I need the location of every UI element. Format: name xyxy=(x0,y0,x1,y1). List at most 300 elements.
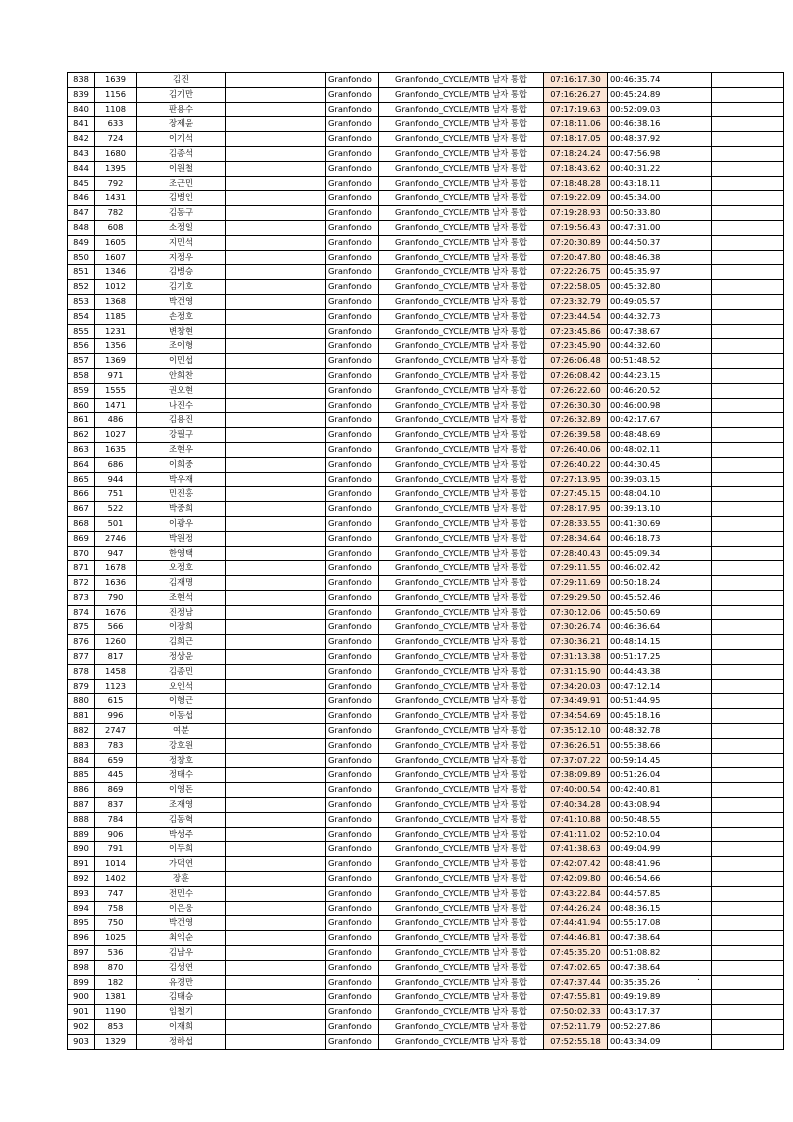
rank-cell: 868 xyxy=(68,516,95,531)
team-cell xyxy=(226,280,326,295)
team-cell xyxy=(226,886,326,901)
rank-cell: 882 xyxy=(68,724,95,739)
extra-cell xyxy=(712,442,784,457)
finish-time-cell: 07:26:06.48 xyxy=(544,354,608,369)
name-cell: 진정남 xyxy=(137,605,226,620)
rank-cell: 885 xyxy=(68,768,95,783)
bib-cell: 1636 xyxy=(95,576,137,591)
team-cell xyxy=(226,1005,326,1020)
bib-cell: 782 xyxy=(95,206,137,221)
bib-cell: 1471 xyxy=(95,398,137,413)
name-cell: 박우재 xyxy=(137,472,226,487)
finish-time-cell: 07:45:35.20 xyxy=(544,946,608,961)
extra-cell xyxy=(712,872,784,887)
finish-time-cell: 07:22:26.75 xyxy=(544,265,608,280)
team-cell xyxy=(226,561,326,576)
table-row xyxy=(68,309,784,324)
rank-cell: 874 xyxy=(68,605,95,620)
team-cell xyxy=(226,516,326,531)
extra-cell xyxy=(712,857,784,872)
extra-cell xyxy=(712,146,784,161)
record-time-cell: 00:52:27.86 xyxy=(608,1020,712,1035)
name-cell: 김희근 xyxy=(137,635,226,650)
finish-time-cell: 07:18:43.62 xyxy=(544,161,608,176)
extra-cell xyxy=(712,812,784,827)
rank-cell: 889 xyxy=(68,827,95,842)
extra-cell xyxy=(712,724,784,739)
finish-time-cell: 07:42:07.42 xyxy=(544,857,608,872)
extra-cell xyxy=(712,709,784,724)
course-cell: Granfondo xyxy=(326,664,379,679)
table-row xyxy=(68,605,784,620)
course-cell: Granfondo xyxy=(326,960,379,975)
team-cell xyxy=(226,590,326,605)
category-cell: Granfondo_CYCLE/MTB 남자 통합 xyxy=(379,990,544,1005)
course-cell: Granfondo xyxy=(326,383,379,398)
category-cell: Granfondo_CYCLE/MTB 남자 통합 xyxy=(379,73,544,88)
category-cell: Granfondo_CYCLE/MTB 남자 통합 xyxy=(379,783,544,798)
team-cell xyxy=(226,472,326,487)
category-cell: Granfondo_CYCLE/MTB 남자 통합 xyxy=(379,1020,544,1035)
record-time-cell: 00:49:05.57 xyxy=(608,294,712,309)
record-time-cell: 00:47:38.64 xyxy=(608,960,712,975)
team-cell xyxy=(226,738,326,753)
team-cell xyxy=(226,531,326,546)
bib-cell: 783 xyxy=(95,738,137,753)
team-cell xyxy=(226,709,326,724)
rank-cell: 852 xyxy=(68,280,95,295)
extra-cell xyxy=(712,1005,784,1020)
course-cell: Granfondo xyxy=(326,398,379,413)
category-cell: Granfondo_CYCLE/MTB 남자 통합 xyxy=(379,309,544,324)
rank-cell: 870 xyxy=(68,546,95,561)
finish-time-cell: 07:28:17.95 xyxy=(544,502,608,517)
finish-time-cell: 07:41:11.02 xyxy=(544,827,608,842)
course-cell: Granfondo xyxy=(326,280,379,295)
rank-cell: 896 xyxy=(68,931,95,946)
course-cell: Granfondo xyxy=(326,87,379,102)
course-cell: Granfondo xyxy=(326,635,379,650)
table-row xyxy=(68,250,784,265)
table-row xyxy=(68,487,784,502)
rank-cell: 894 xyxy=(68,901,95,916)
table-row xyxy=(68,724,784,739)
finish-time-cell: 07:19:56.43 xyxy=(544,220,608,235)
rank-cell: 876 xyxy=(68,635,95,650)
course-cell: Granfondo xyxy=(326,472,379,487)
name-cell: 한영택 xyxy=(137,546,226,561)
record-time-cell: 00:47:12.14 xyxy=(608,679,712,694)
course-cell: Granfondo xyxy=(326,990,379,1005)
extra-cell xyxy=(712,413,784,428)
table-row xyxy=(68,428,784,443)
table-row xyxy=(68,916,784,931)
table-row xyxy=(68,324,784,339)
bib-cell: 1025 xyxy=(95,931,137,946)
record-time-cell: 00:47:56.98 xyxy=(608,146,712,161)
rank-cell: 867 xyxy=(68,502,95,517)
bib-cell: 1190 xyxy=(95,1005,137,1020)
extra-cell xyxy=(712,102,784,117)
bib-cell: 445 xyxy=(95,768,137,783)
table-row xyxy=(68,146,784,161)
finish-time-cell: 07:27:13.95 xyxy=(544,472,608,487)
finish-time-cell: 07:52:55.18 xyxy=(544,1034,608,1049)
record-time-cell: 00:46:00.98 xyxy=(608,398,712,413)
rank-cell: 871 xyxy=(68,561,95,576)
finish-time-cell: 07:30:12.06 xyxy=(544,605,608,620)
team-cell xyxy=(226,872,326,887)
finish-time-cell: 07:50:02.33 xyxy=(544,1005,608,1020)
name-cell: 최익순 xyxy=(137,931,226,946)
rank-cell: 893 xyxy=(68,886,95,901)
team-cell xyxy=(226,102,326,117)
bib-cell: 659 xyxy=(95,753,137,768)
record-time-cell: 00:46:38.16 xyxy=(608,117,712,132)
team-cell xyxy=(226,339,326,354)
rank-cell: 895 xyxy=(68,916,95,931)
extra-cell xyxy=(712,842,784,857)
rank-cell: 845 xyxy=(68,176,95,191)
table-row xyxy=(68,531,784,546)
record-time-cell: 00:48:02.11 xyxy=(608,442,712,457)
name-cell: 이민섭 xyxy=(137,354,226,369)
record-time-cell: 00:48:46.38 xyxy=(608,250,712,265)
category-cell: Granfondo_CYCLE/MTB 남자 통합 xyxy=(379,798,544,813)
rank-cell: 856 xyxy=(68,339,95,354)
category-cell: Granfondo_CYCLE/MTB 남자 통합 xyxy=(379,901,544,916)
table-row xyxy=(68,901,784,916)
category-cell: Granfondo_CYCLE/MTB 남자 통합 xyxy=(379,398,544,413)
course-cell: Granfondo xyxy=(326,324,379,339)
record-time-cell: 00:49:04.99 xyxy=(608,842,712,857)
table-row xyxy=(68,931,784,946)
name-cell: 조근민 xyxy=(137,176,226,191)
extra-cell xyxy=(712,738,784,753)
course-cell: Granfondo xyxy=(326,220,379,235)
name-cell: 강필구 xyxy=(137,428,226,443)
course-cell: Granfondo xyxy=(326,590,379,605)
bib-cell: 1458 xyxy=(95,664,137,679)
bib-cell: 1676 xyxy=(95,605,137,620)
category-cell: Granfondo_CYCLE/MTB 남자 통합 xyxy=(379,457,544,472)
table-row xyxy=(68,768,784,783)
finish-time-cell: 07:26:39.58 xyxy=(544,428,608,443)
category-cell: Granfondo_CYCLE/MTB 남자 통합 xyxy=(379,886,544,901)
rank-cell: 891 xyxy=(68,857,95,872)
finish-time-cell: 07:18:17.05 xyxy=(544,132,608,147)
category-cell: Granfondo_CYCLE/MTB 남자 통합 xyxy=(379,339,544,354)
team-cell xyxy=(226,975,326,990)
course-cell: Granfondo xyxy=(326,132,379,147)
course-cell: Granfondo xyxy=(326,265,379,280)
extra-cell xyxy=(712,531,784,546)
name-cell: 오인석 xyxy=(137,679,226,694)
category-cell: Granfondo_CYCLE/MTB 남자 통합 xyxy=(379,294,544,309)
category-cell: Granfondo_CYCLE/MTB 남자 통합 xyxy=(379,531,544,546)
extra-cell xyxy=(712,191,784,206)
finish-time-cell: 07:47:37.44 xyxy=(544,975,608,990)
rank-cell: 887 xyxy=(68,798,95,813)
results-table xyxy=(67,72,784,1050)
finish-time-cell: 07:26:30.30 xyxy=(544,398,608,413)
table-row xyxy=(68,990,784,1005)
finish-time-cell: 07:47:02.65 xyxy=(544,960,608,975)
team-cell xyxy=(226,946,326,961)
name-cell: 이동섭 xyxy=(137,709,226,724)
name-cell: 유경만 xyxy=(137,975,226,990)
category-cell: Granfondo_CYCLE/MTB 남자 통합 xyxy=(379,738,544,753)
team-cell xyxy=(226,576,326,591)
team-cell xyxy=(226,798,326,813)
record-time-cell: 00:45:34.00 xyxy=(608,191,712,206)
finish-time-cell: 07:43:22.84 xyxy=(544,886,608,901)
course-cell: Granfondo xyxy=(326,191,379,206)
category-cell: Granfondo_CYCLE/MTB 남자 통합 xyxy=(379,191,544,206)
table-row xyxy=(68,561,784,576)
record-time-cell: 00:47:38.67 xyxy=(608,324,712,339)
category-cell: Granfondo_CYCLE/MTB 남자 통합 xyxy=(379,946,544,961)
extra-cell xyxy=(712,250,784,265)
course-cell: Granfondo xyxy=(326,354,379,369)
finish-time-cell: 07:18:48.28 xyxy=(544,176,608,191)
category-cell: Granfondo_CYCLE/MTB 남자 통합 xyxy=(379,872,544,887)
rank-cell: 900 xyxy=(68,990,95,1005)
finish-time-cell: 07:26:40.22 xyxy=(544,457,608,472)
name-cell: 이재희 xyxy=(137,1020,226,1035)
category-cell: Granfondo_CYCLE/MTB 남자 통합 xyxy=(379,87,544,102)
team-cell xyxy=(226,679,326,694)
rank-cell: 854 xyxy=(68,309,95,324)
extra-cell xyxy=(712,324,784,339)
category-cell: Granfondo_CYCLE/MTB 남자 통합 xyxy=(379,812,544,827)
rank-cell: 840 xyxy=(68,102,95,117)
bib-cell: 1356 xyxy=(95,339,137,354)
table-row xyxy=(68,383,784,398)
bib-cell: 1156 xyxy=(95,87,137,102)
course-cell: Granfondo xyxy=(326,339,379,354)
table-row xyxy=(68,516,784,531)
rank-cell: 888 xyxy=(68,812,95,827)
extra-cell xyxy=(712,368,784,383)
team-cell xyxy=(226,768,326,783)
finish-time-cell: 07:23:45.86 xyxy=(544,324,608,339)
finish-time-cell: 07:29:11.69 xyxy=(544,576,608,591)
rank-cell: 897 xyxy=(68,946,95,961)
record-time-cell: 00:44:32.60 xyxy=(608,339,712,354)
name-cell: 지정우 xyxy=(137,250,226,265)
bib-cell: 996 xyxy=(95,709,137,724)
extra-cell xyxy=(712,576,784,591)
category-cell: Granfondo_CYCLE/MTB 남자 통합 xyxy=(379,250,544,265)
table-row xyxy=(68,679,784,694)
record-time-cell: 00:45:32.80 xyxy=(608,280,712,295)
table-row xyxy=(68,87,784,102)
team-cell xyxy=(226,324,326,339)
bib-cell: 522 xyxy=(95,502,137,517)
record-time-cell: 00:55:17.08 xyxy=(608,916,712,931)
table-row xyxy=(68,946,784,961)
course-cell: Granfondo xyxy=(326,561,379,576)
record-time-cell: 00:47:38.64 xyxy=(608,931,712,946)
category-cell: Granfondo_CYCLE/MTB 남자 통합 xyxy=(379,694,544,709)
name-cell: 이형근 xyxy=(137,694,226,709)
rank-cell: 865 xyxy=(68,472,95,487)
category-cell: Granfondo_CYCLE/MTB 남자 통합 xyxy=(379,590,544,605)
category-cell: Granfondo_CYCLE/MTB 남자 통합 xyxy=(379,428,544,443)
team-cell xyxy=(226,502,326,517)
record-time-cell: 00:43:08.94 xyxy=(608,798,712,813)
table-row xyxy=(68,783,784,798)
course-cell: Granfondo xyxy=(326,783,379,798)
name-cell: 이영돈 xyxy=(137,783,226,798)
bib-cell: 853 xyxy=(95,1020,137,1035)
bib-cell: 792 xyxy=(95,176,137,191)
extra-cell xyxy=(712,975,784,990)
course-cell: Granfondo xyxy=(326,502,379,517)
table-row xyxy=(68,694,784,709)
name-cell: 오정호 xyxy=(137,561,226,576)
category-cell: Granfondo_CYCLE/MTB 남자 통합 xyxy=(379,206,544,221)
course-cell: Granfondo xyxy=(326,842,379,857)
bib-cell: 971 xyxy=(95,368,137,383)
table-row xyxy=(68,265,784,280)
team-cell xyxy=(226,664,326,679)
table-row xyxy=(68,546,784,561)
category-cell: Granfondo_CYCLE/MTB 남자 통합 xyxy=(379,176,544,191)
category-cell: Granfondo_CYCLE/MTB 남자 통합 xyxy=(379,931,544,946)
finish-time-cell: 07:34:54.69 xyxy=(544,709,608,724)
table-row xyxy=(68,132,784,147)
rank-cell: 892 xyxy=(68,872,95,887)
table-row xyxy=(68,235,784,250)
record-time-cell: 00:46:35.74 xyxy=(608,73,712,88)
team-cell xyxy=(226,413,326,428)
record-time-cell: 00:48:14.15 xyxy=(608,635,712,650)
extra-cell xyxy=(712,798,784,813)
name-cell: 안희찬 xyxy=(137,368,226,383)
table-row xyxy=(68,1034,784,1049)
record-time-cell: 00:51:08.82 xyxy=(608,946,712,961)
finish-time-cell: 07:17:19.63 xyxy=(544,102,608,117)
team-cell xyxy=(226,605,326,620)
finish-time-cell: 07:40:00.54 xyxy=(544,783,608,798)
extra-cell xyxy=(712,990,784,1005)
rank-cell: 847 xyxy=(68,206,95,221)
bib-cell: 1555 xyxy=(95,383,137,398)
table-row xyxy=(68,354,784,369)
category-cell: Granfondo_CYCLE/MTB 남자 통합 xyxy=(379,724,544,739)
name-cell: 정상운 xyxy=(137,650,226,665)
finish-time-cell: 07:23:44.54 xyxy=(544,309,608,324)
team-cell xyxy=(226,368,326,383)
name-cell: 나진수 xyxy=(137,398,226,413)
name-cell: 이은웅 xyxy=(137,901,226,916)
course-cell: Granfondo xyxy=(326,724,379,739)
rank-cell: 903 xyxy=(68,1034,95,1049)
bib-cell: 1402 xyxy=(95,872,137,887)
name-cell: 이희중 xyxy=(137,457,226,472)
extra-cell xyxy=(712,694,784,709)
bib-cell: 817 xyxy=(95,650,137,665)
course-cell: Granfondo xyxy=(326,250,379,265)
team-cell xyxy=(226,620,326,635)
table-row xyxy=(68,709,784,724)
rank-cell: 883 xyxy=(68,738,95,753)
table-row xyxy=(68,73,784,88)
finish-time-cell: 07:44:46.81 xyxy=(544,931,608,946)
category-cell: Granfondo_CYCLE/MTB 남자 통합 xyxy=(379,620,544,635)
bib-cell: 1605 xyxy=(95,235,137,250)
course-cell: Granfondo xyxy=(326,546,379,561)
name-cell: 이기석 xyxy=(137,132,226,147)
team-cell xyxy=(226,161,326,176)
extra-cell xyxy=(712,650,784,665)
bib-cell: 1369 xyxy=(95,354,137,369)
name-cell: 조재영 xyxy=(137,798,226,813)
bib-cell: 791 xyxy=(95,842,137,857)
bib-cell: 486 xyxy=(95,413,137,428)
name-cell: 이장희 xyxy=(137,620,226,635)
name-cell: 김기호 xyxy=(137,280,226,295)
bib-cell: 2746 xyxy=(95,531,137,546)
finish-time-cell: 07:34:20.03 xyxy=(544,679,608,694)
extra-cell xyxy=(712,235,784,250)
course-cell: Granfondo xyxy=(326,872,379,887)
table-row xyxy=(68,842,784,857)
name-cell: 여분 xyxy=(137,724,226,739)
finish-time-cell: 07:30:26.74 xyxy=(544,620,608,635)
category-cell: Granfondo_CYCLE/MTB 남자 통합 xyxy=(379,442,544,457)
table-row xyxy=(68,176,784,191)
rank-cell: 877 xyxy=(68,650,95,665)
record-time-cell: 00:45:09.34 xyxy=(608,546,712,561)
course-cell: Granfondo xyxy=(326,916,379,931)
extra-cell xyxy=(712,768,784,783)
table-row xyxy=(68,102,784,117)
course-cell: Granfondo xyxy=(326,73,379,88)
extra-cell xyxy=(712,161,784,176)
bib-cell: 566 xyxy=(95,620,137,635)
course-cell: Granfondo xyxy=(326,827,379,842)
finish-time-cell: 07:18:11.06 xyxy=(544,117,608,132)
record-time-cell: 00:46:54.66 xyxy=(608,872,712,887)
course-cell: Granfondo xyxy=(326,975,379,990)
course-cell: Granfondo xyxy=(326,857,379,872)
finish-time-cell: 07:22:58.05 xyxy=(544,280,608,295)
record-time-cell: 00:48:48.69 xyxy=(608,428,712,443)
category-cell: Granfondo_CYCLE/MTB 남자 통합 xyxy=(379,1034,544,1049)
finish-time-cell: 07:44:41.94 xyxy=(544,916,608,931)
team-cell xyxy=(226,635,326,650)
table-row xyxy=(68,738,784,753)
course-cell: Granfondo xyxy=(326,1005,379,1020)
course-cell: Granfondo xyxy=(326,946,379,961)
finish-time-cell: 07:26:40.06 xyxy=(544,442,608,457)
name-cell: 변창현 xyxy=(137,324,226,339)
finish-time-cell: 07:28:34.64 xyxy=(544,531,608,546)
record-time-cell: 00:45:52.46 xyxy=(608,590,712,605)
category-cell: Granfondo_CYCLE/MTB 남자 통합 xyxy=(379,1005,544,1020)
record-time-cell: 00:51:44.95 xyxy=(608,694,712,709)
rank-cell: 850 xyxy=(68,250,95,265)
bib-cell: 615 xyxy=(95,694,137,709)
category-cell: Granfondo_CYCLE/MTB 남자 통합 xyxy=(379,413,544,428)
record-time-cell: 00:44:30.45 xyxy=(608,457,712,472)
team-cell xyxy=(226,294,326,309)
name-cell: 장훈 xyxy=(137,872,226,887)
rank-cell: 838 xyxy=(68,73,95,88)
